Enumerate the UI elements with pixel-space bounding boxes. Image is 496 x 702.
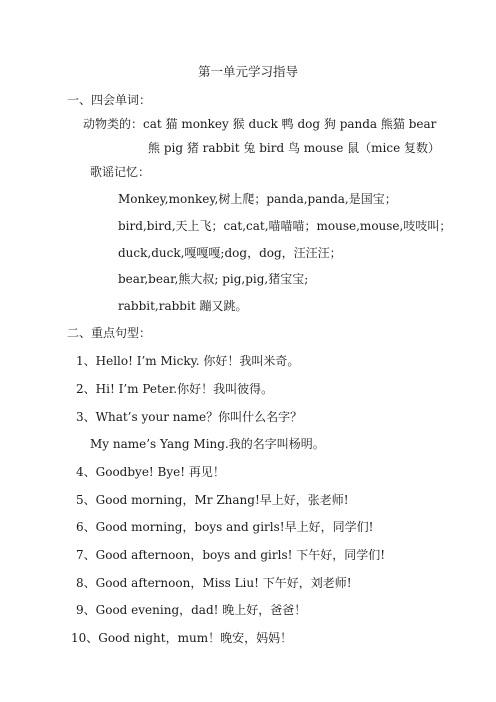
sentence-item: 4、Goodbye! Bye! 再见！ (76, 465, 225, 479)
vocab-line-2: 熊 pig 猪 rabbit 兔 bird 鸟 mouse 鼠（mice 复数） (148, 141, 441, 155)
rhyme-line: Monkey,monkey,树上爬；panda,panda,是国宝； (118, 192, 397, 206)
rhyme-line: bear,bear,熊大叔; pig,pig,猪宝宝; (118, 272, 309, 286)
sentence-item: 6、Good morning，boys and girls!早上好，同学们! (76, 520, 374, 534)
sentence-item: My name’s Yang Ming.我的名字叫杨明。 (90, 437, 325, 451)
sentence-item: 7、Good afternoon，boys and girls! 下午好，同学们! (76, 548, 386, 562)
sentence-item: 1、Hello! I’m Micky. 你好！我叫米奇。 (76, 354, 300, 368)
rhyme-line: bird,bird,天上飞；cat,cat,喵喵喵；mouse,mouse,吱吱叫； (118, 219, 452, 233)
vocab-line-1: 动物类的：cat 猫 monkey 猴 duck 鸭 dog 狗 panda 熊猫 bear (83, 117, 437, 131)
sentence-item: 2、Hi! I’m Peter.你好！我叫彼得。 (76, 382, 274, 396)
sentence-item: 9、Good evening，dad! 晚上好，爸爸！ (76, 603, 307, 617)
sentence-item: 10、Good night，mum！晚安，妈妈！ (71, 631, 293, 645)
page-title: 第一单元学习指导 (197, 64, 298, 79)
rhyme-line: rabbit,rabbit 蹦又跳。 (118, 299, 248, 313)
sentence-item: 5、Good morning，Mr Zhang!早上好，张老师! (76, 493, 349, 507)
section-heading-vocabulary: 一、四会单词： (67, 93, 152, 107)
section-heading-sentences: 二、重点句型： (67, 326, 152, 340)
sentence-item: 3、What’s your name？你叫什么名字？ (76, 410, 303, 424)
sentence-item: 8、Good afternoon，Miss Liu! 下午好，刘老师! (76, 576, 352, 590)
rhyme-line: duck,duck,嘎嘎嘎;dog，dog，汪汪汪； (118, 246, 342, 260)
rhyme-heading: 歌谣记忆： (90, 165, 151, 179)
